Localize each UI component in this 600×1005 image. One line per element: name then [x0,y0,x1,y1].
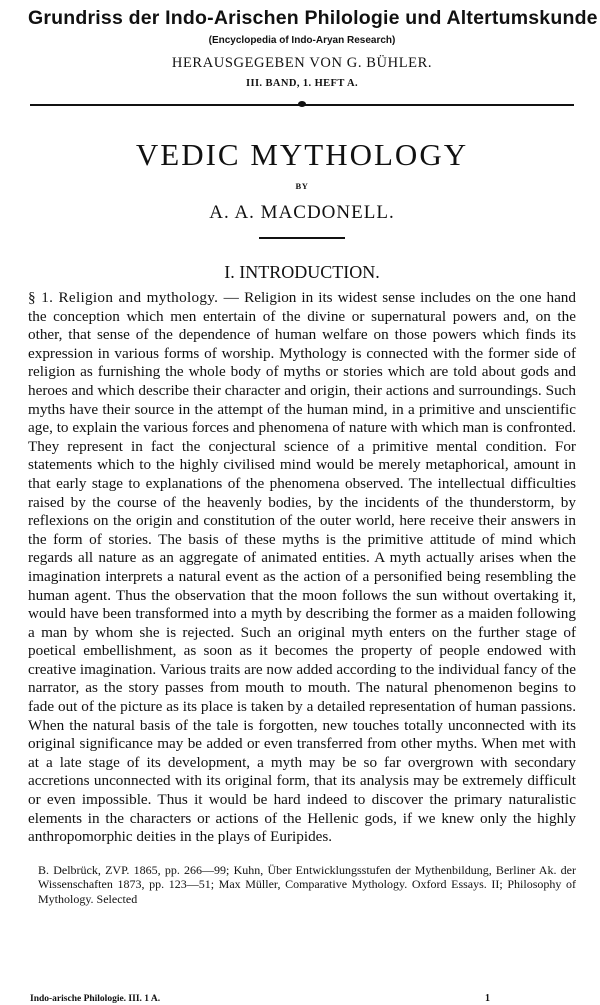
series-title: Grundriss der Indo-Arischen Philologie und Altertumskunde [28,7,598,29]
editor-line: HERAUSGEGEBEN VON G. BÜHLER. [171,55,433,71]
author-name: A. A. MACDONELL. [209,202,395,223]
divider-ornament-icon [298,101,306,107]
page-number: 1 [485,993,490,1004]
volume-line: III. BAND, 1. HEFT A. [245,78,359,89]
body-paragraph [28,289,576,847]
book-title: VEDIC MYTHOLOGY [135,137,469,172]
section-heading: I. INTRODUCTION. [224,262,380,282]
series-subtitle: (Encyclopedia of Indo-Aryan Research) [208,35,396,46]
paragraph-heading: § 1. Religion and mythology. — [28,289,240,306]
ornamental-divider [30,100,574,110]
references-footnote: B. Delbrück, ZVP. 1865, pp. 266—99; Kuhn, Über Entwicklungsstufen der Mythenbildung, Berliner Ak. der Wissenschaften 1873, pp. 123—51; Max Müller, Comparative Mythology. Oxford Essays. II; Philosophy of Mythology. Selected [38,862,576,906]
printer-signature: Indo-arische Philologie. III. 1 A. [30,994,161,1004]
title-rule [259,237,345,239]
byline-label: BY [295,181,309,191]
paragraph-text: Religion in its widest sense includes on the one hand the conception which men entertain of the divine or supernatural powers and, on the other, that sense of the dependence of human welfare on those powers which finds its expression in various forms of worship. Mythology is connected with the former side of religion as furnishing the whole body of myths or stories which are told about gods and heroes and which describe their character and origin, their actions and surroundings. Such myths have their source in the attempt of the human mind, in a primitive and unscientific age, to explain the various forces and phenomena of nature with which man is confronted. They represent in fact the conjectural science of a primitive mental condition. For statements which to the highly civilised mind would be merely metaphorical, amount in that early stage to explanations of the phenomena observed. The intellectual difficulties raised by the course of the heavenly bodies, by the incidents of the thunderstorm, by reflexions on the origin and constitution of the outer world, here receive their answers in the form of stories. The basis of these myths is the primitive attitude of mind which regards all nature as an aggregate of animated entities. A myth actually arises when the imagination interprets a natural event as the action of a personified being resembling the human agent. Thus the observation that the moon follows the sun without overtaking it, would have been transformed into a myth by describing the former as a maiden following a man by whom she is rejected. Such an original myth enters on the further stage of poetical embellishment, as soon as it becomes the property of people endowed with creative imagination. Various traits are now added according to the individual fancy of the narrator, as the story passes from mouth to mouth. The natural phenomenon begins to fade out of the picture as its place is taken by a detailed representation of human passions. When the natural basis of the tale is forgotten, new touches totally unconnected with its original significance may be added or even transferred from other myths. When met with at a late stage of its development, a myth may be so far overgrown with secondary accretions unconnected with its original form, that its analysis may be extremely difficult or even impossible. Thus it would be hard indeed to discover the primary naturalistic elements in the characters or actions of the Hellenic gods, if we knew only the highly anthropomorphic deities in the plays of Euripides. [28,289,576,846]
